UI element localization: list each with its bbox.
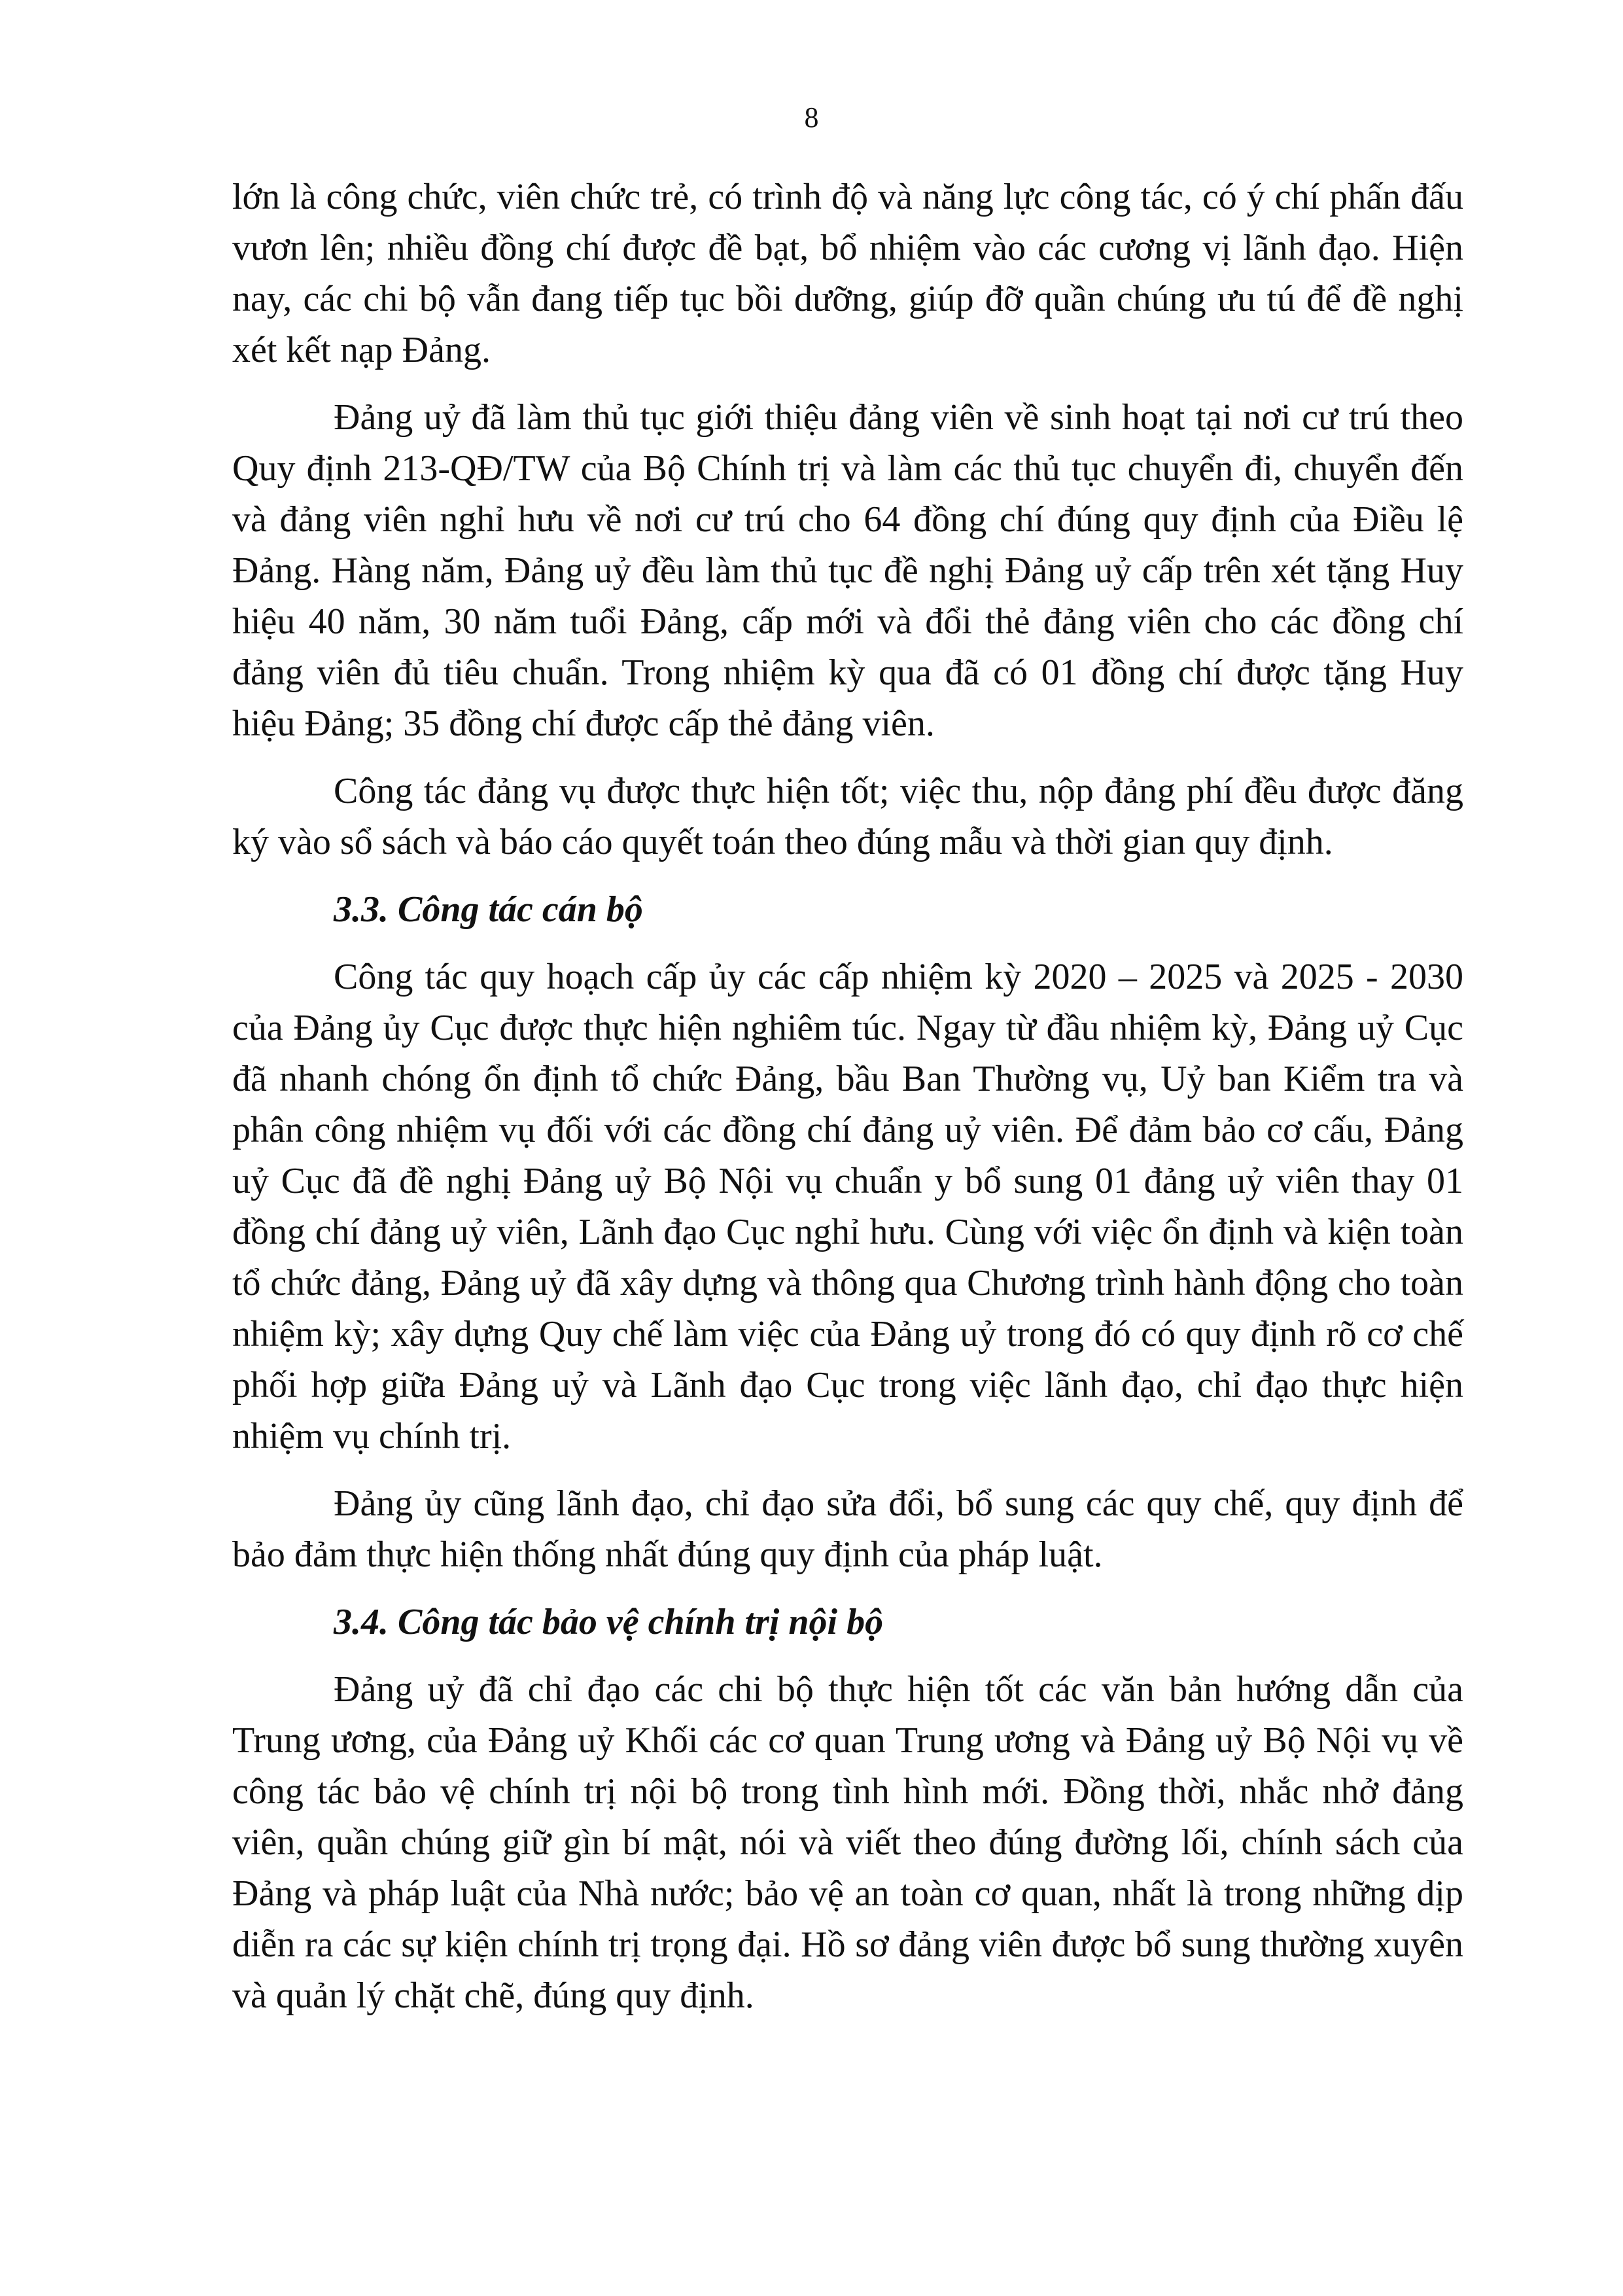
paragraph-party-member-transfer: Đảng uỷ đã làm thủ tục giới thiệu đảng viên về sinh hoạt tại nơi cư trú theo Quy định 213-QĐ/TW của Bộ Chính trị và làm các thủ tục chuyển đi, chuyển đến và đảng viên nghỉ hưu về nơi cư trú cho 64 đồng chí đúng quy định của Điều lệ Đảng. Hàng năm, Đảng uỷ đều làm thủ tục đề nghị Đảng uỷ cấp trên xét tặng Huy hiệu 40 năm, 30 năm tuổi Đảng, cấp mới và đổi thẻ đảng viên cho các đồng chí đảng viên đủ tiêu chuẩn. Trong nhiệm kỳ qua đã có 01 đồng chí được tặng Huy hiệu Đảng; 35 đồng chí được cấp thẻ đảng viên. — [232, 397, 1463, 744]
section-heading-3-4: 3.4. Công tác bảo vệ chính trị nội bộ — [334, 1602, 884, 1642]
section-heading-3-3: 3.3. Công tác cán bộ — [334, 889, 643, 930]
paragraph-internal-security: Đảng uỷ đã chỉ đạo các chi bộ thực hiện tốt các văn bản hướng dẫn của Trung ương, của Đảng uỷ Khối các cơ quan Trung ương và Đảng uỷ Bộ Nội vụ về công tác bảo vệ chính trị nội bộ trong tình hình mới. Đồng thời, nhắc nhở đảng viên, quần chúng giữ gìn bí mật, nói và viết theo đúng đường lối, chính sách của Đảng và pháp luật của Nhà nước; bảo vệ an toàn cơ quan, nhất là trong những dịp diễn ra các sự kiện chính trị trọng đại. Hồ sơ đảng viên được bổ sung thường xuyên và quản lý chặt chẽ, đúng quy định. — [232, 1669, 1463, 2016]
paragraph-cadre-planning: Công tác quy hoạch cấp ủy các cấp nhiệm kỳ 2020 – 2025 và 2025 - 2030 của Đảng ủy Cục được thực hiện nghiêm túc. Ngay từ đầu nhiệm kỳ, Đảng uỷ Cục đã nhanh chóng ổn định tổ chức Đảng, bầu Ban Thường vụ, Uỷ ban Kiểm tra và phân công nhiệm vụ đối với các đồng chí đảng uỷ viên. Để đảm bảo cơ cấu, Đảng uỷ Cục đã đề nghị Đảng uỷ Bộ Nội vụ chuẩn y bổ sung 01 đảng uỷ viên thay 01 đồng chí đảng uỷ viên, Lãnh đạo Cục nghỉ hưu. Cùng với việc ổn định và kiện toàn tổ chức đảng, Đảng uỷ đã xây dựng và thông qua Chương trình hành động cho toàn nhiệm kỳ; xây dựng Quy chế làm việc của Đảng uỷ trong đó có quy định rõ cơ chế phối hợp giữa Đảng uỷ và Lãnh đạo Cục trong việc lãnh đạo, chỉ đạo thực hiện nhiệm vụ chính trị. — [232, 957, 1463, 1457]
document-body — [232, 171, 1463, 2038]
paragraph-continued: lớn là công chức, viên chức trẻ, có trình độ và năng lực công tác, có ý chí phấn đấu vươn lên; nhiều đồng chí được đề bạt, bổ nhiệm vào các cương vị lãnh đạo. Hiện nay, các chi bộ vẫn đang tiếp tục bồi dưỡng, giúp đỡ quần chúng ưu tú để đề nghị xét kết nạp Đảng. — [232, 177, 1463, 370]
page-number: 8 — [804, 101, 819, 133]
paragraph-party-affairs: Công tác đảng vụ được thực hiện tốt; việc thu, nộp đảng phí đều được đăng ký vào sổ sách và báo cáo quyết toán theo đúng mẫu và thời gian quy định. — [232, 771, 1463, 862]
paragraph-regulations: Đảng ủy cũng lãnh đạo, chỉ đạo sửa đổi, bổ sung các quy chế, quy định để bảo đảm thực hiện thống nhất đúng quy định của pháp luật. — [232, 1483, 1463, 1575]
